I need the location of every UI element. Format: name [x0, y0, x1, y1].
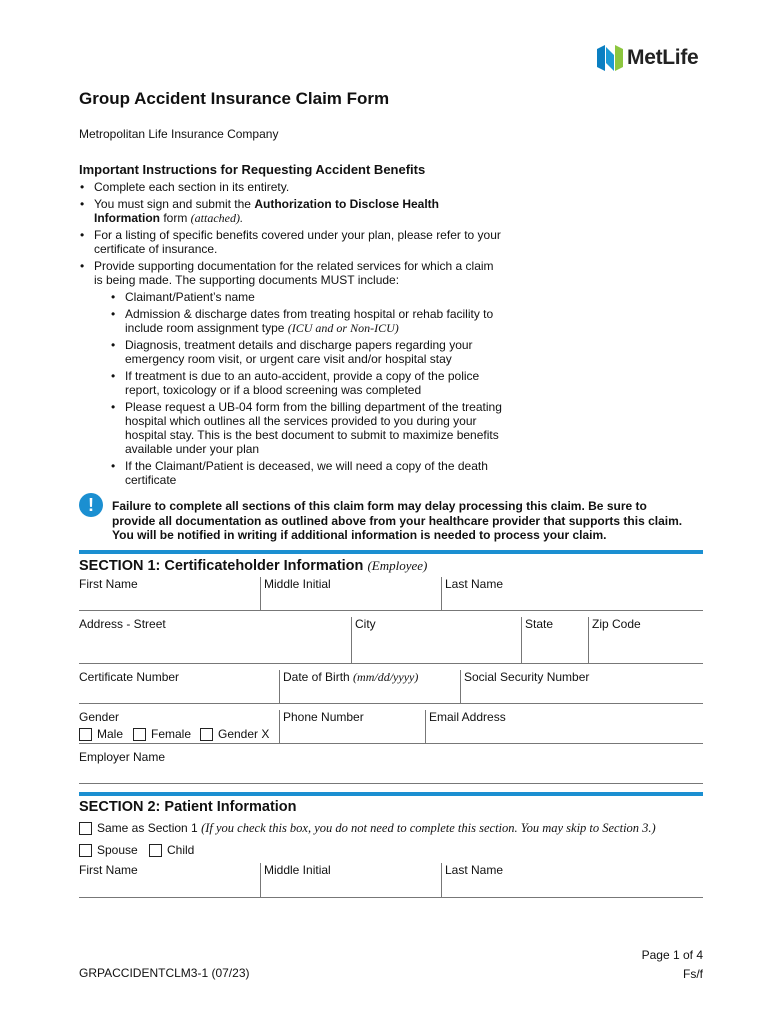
s1-gender-label: Gender: [79, 710, 120, 724]
gender-x-checkbox[interactable]: [200, 728, 213, 741]
document-item: • Admission & discharge dates from treating hospital or rehab facility to include room assignment type (ICU and or Non-ICU): [111, 307, 494, 335]
s1-employer-label: Employer Name: [79, 750, 166, 764]
document-item: • Claimant/Patient’s name: [111, 290, 255, 304]
s1-dob-label: [283, 670, 418, 685]
document-text: Admission & discharge dates from treating hospital or rehab facility to include room assignment type: [125, 307, 494, 335]
s2-last-name-label: Last Name: [445, 863, 504, 877]
document-item: • Diagnosis, treatment details and discharge papers regarding your emergency room visit, or urgent care visit and/or hospital stay: [111, 338, 473, 366]
s1-phone-label: Phone Number: [283, 710, 364, 724]
divider: [260, 577, 261, 610]
same-as-note: (If you check this box, you do not need to complete this section. You may skip to Section 3.): [201, 821, 656, 835]
exclamation-icon: !: [79, 493, 103, 517]
s1-city-label: City: [355, 617, 376, 631]
section2-title: SECTION 2: Patient Information: [79, 799, 297, 815]
s1-certificate-number-label: Certificate Number: [79, 670, 180, 684]
child-checkbox[interactable]: [149, 844, 162, 857]
same-as-section1-label: [97, 821, 656, 836]
instruction-note: (attached).: [190, 211, 243, 225]
s1-zip-label: Zip Code: [592, 617, 641, 631]
divider: [351, 617, 352, 663]
same-as-section1-checkbox[interactable]: [79, 822, 92, 835]
field-line: [79, 663, 703, 664]
section1-bar: [79, 550, 703, 554]
divider: [460, 670, 461, 703]
section1-title-note: (Employee): [367, 558, 428, 573]
section2-bar: [79, 792, 703, 796]
male-checkbox[interactable]: [79, 728, 92, 741]
field-line: [79, 703, 703, 704]
instruction-item: • Provide supporting documentation for the related services for which a claim is being made. The supporting documents MUST include:: [80, 259, 494, 287]
field-line: [79, 897, 703, 898]
authorization-form-name: Authorization to Disclose Health Information: [94, 197, 440, 225]
instruction-text: Provide supporting documentation for the related services for which a claim is being made. The supporting documents MUST include:: [94, 259, 494, 287]
instruction-item: • For a listing of specific benefits covered under your plan, please refer to your certificate of insurance.: [80, 228, 501, 256]
document-text: If treatment is due to an auto-accident, provide a copy of the police report, toxicology or if a blood screening was completed: [125, 369, 480, 397]
s2-middle-initial-label: Middle Initial: [264, 863, 331, 877]
spouse-label: Spouse: [97, 843, 138, 857]
male-label: Male: [97, 727, 124, 741]
field-line: [79, 783, 703, 784]
document-item: • Please request a UB-04 form from the billing department of the treating hospital which outlines all the services provided to you during your hospital stay. This is the best document to submit to maximize benefits available under your plan: [111, 400, 502, 456]
divider: [279, 670, 280, 703]
female-label: Female: [151, 727, 192, 741]
divider: [441, 863, 442, 897]
divider: [260, 863, 261, 897]
s1-state-label: State: [525, 617, 554, 631]
field-line: [79, 743, 703, 744]
brand-name: MetLife: [627, 46, 699, 69]
document-text: Please request a UB-04 form from the billing department of the treating hospital which outlines all the services provided to you during your hospital stay. This is the best document to submit to maximize benefits available under your plan: [125, 400, 502, 456]
instruction-text: Complete each section in its entirety.: [94, 180, 290, 194]
document-note: (ICU and or Non-ICU): [287, 321, 399, 335]
section1-title: [79, 558, 427, 574]
divider: [425, 710, 426, 743]
divider: [521, 617, 522, 663]
company-name: Metropolitan Life Insurance Company: [79, 127, 279, 141]
metlife-m-logo-icon: [597, 45, 623, 71]
dob-format-note: (mm/dd/yyyy): [353, 670, 419, 684]
instruction-text: You must sign and submit the: [94, 197, 255, 211]
instruction-item: • Complete each section in its entirety.: [80, 180, 290, 194]
instruction-text: form: [160, 211, 191, 225]
divider: [588, 617, 589, 663]
form-code: GRPACCIDENTCLM3-1 (07/23): [79, 966, 250, 980]
field-line: [79, 610, 703, 611]
metlife-logo: [597, 44, 698, 72]
s2-first-name-label: First Name: [79, 863, 138, 877]
instruction-text: For a listing of specific benefits covered under your plan, please refer to your certificate of insurance.: [94, 228, 501, 256]
child-label: Child: [167, 843, 195, 857]
document-text: Claimant/Patient’s name: [125, 290, 255, 304]
form-title: Group Accident Insurance Claim Form: [79, 89, 390, 108]
gender-x-label: Gender X: [218, 727, 270, 741]
warning-text: Failure to complete all sections of this claim form may delay processing this claim. Be sure to provide all documentation as outlined above from your healthcare provider that supports this claim. You will be notified in writing if additional information is needed to process your claim.: [112, 499, 683, 542]
instruction-item: • You must sign and submit the Authorization to Disclose Health Information form (attached).: [80, 197, 440, 225]
s1-middle-initial-label: Middle Initial: [264, 577, 331, 591]
document-text: Diagnosis, treatment details and discharge papers regarding your emergency room visit, or urgent care visit and/or hospital stay: [125, 338, 473, 366]
divider: [441, 577, 442, 610]
female-checkbox[interactable]: [133, 728, 146, 741]
dob-label-text: Date of Birth: [283, 670, 350, 684]
form-suffix: Fs/f: [683, 967, 703, 981]
document-item: • If treatment is due to an auto-accident, provide a copy of the police report, toxicology or if a blood screening was completed: [111, 369, 480, 397]
s1-address-label: Address - Street: [79, 617, 166, 631]
instructions-heading: Important Instructions for Requesting Accident Benefits: [79, 162, 426, 177]
s1-last-name-label: Last Name: [445, 577, 504, 591]
s1-ssn-label: Social Security Number: [464, 670, 590, 684]
divider: [279, 710, 280, 743]
spouse-checkbox[interactable]: [79, 844, 92, 857]
document-item: • If the Claimant/Patient is deceased, we will need a copy of the death certificate: [111, 459, 488, 487]
same-as-text: Same as Section 1: [97, 821, 198, 835]
section1-title-text: SECTION 1: Certificateholder Information: [79, 558, 364, 574]
s1-email-label: Email Address: [429, 710, 506, 724]
s1-first-name-label: First Name: [79, 577, 138, 591]
page-number: Page 1 of 4: [641, 948, 703, 962]
document-text: If the Claimant/Patient is deceased, we will need a copy of the death certificate: [125, 459, 488, 487]
